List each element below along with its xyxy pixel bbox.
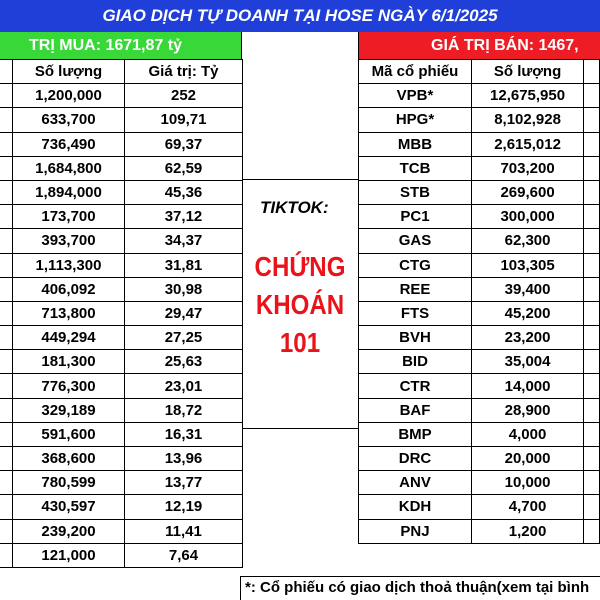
sell-table-row	[359, 132, 600, 156]
buy-cell-value: 27,25	[125, 326, 243, 350]
sell-cell-value	[584, 422, 600, 446]
sell-cell-volume: 14,000	[472, 374, 584, 398]
sell-cell-code: DRC	[359, 447, 472, 471]
sell-table-row	[359, 277, 600, 301]
buy-cell-value: 30,98	[125, 277, 243, 301]
sell-cell-volume: 20,000	[472, 447, 584, 471]
buy-cell-code	[0, 277, 13, 301]
buy-cell-value: 29,47	[125, 301, 243, 325]
buy-cell-volume: 430,597	[13, 495, 125, 519]
sell-total-banner: GIÁ TRỊ BÁN: 1467,	[358, 32, 600, 59]
buy-cell-volume: 239,200	[13, 519, 125, 543]
sell-cell-volume: 2,615,012	[472, 132, 584, 156]
sell-cell-value	[584, 229, 600, 253]
buy-table	[0, 59, 243, 568]
buy-cell-code	[0, 108, 13, 132]
buy-cell-value: 69,37	[125, 132, 243, 156]
buy-cell-code	[0, 205, 13, 229]
sell-cell-value	[584, 84, 600, 108]
sell-cell-code: FTS	[359, 301, 472, 325]
sell-cell-value	[584, 326, 600, 350]
buy-table-row	[0, 84, 243, 108]
buy-cell-value: 12,19	[125, 495, 243, 519]
buy-table-row	[0, 447, 243, 471]
sell-cell-volume: 269,600	[472, 180, 584, 204]
buy-cell-volume: 1,200,000	[13, 84, 125, 108]
sell-cell-code: REE	[359, 277, 472, 301]
buy-cell-code	[0, 471, 13, 495]
sell-cell-value	[584, 350, 600, 374]
sell-table-row	[359, 108, 600, 132]
sell-cell-value	[584, 495, 600, 519]
sell-table-row	[359, 398, 600, 422]
sell-cell-value	[584, 156, 600, 180]
buy-cell-code	[0, 253, 13, 277]
sell-table-row	[359, 205, 600, 229]
sell-cell-code: VPB*	[359, 84, 472, 108]
sell-table-row	[359, 229, 600, 253]
buy-cell-volume: 181,300	[13, 350, 125, 374]
buy-table-row	[0, 422, 243, 446]
tiktok-label: TIKTOK:	[260, 198, 329, 217]
sell-cell-code: HPG*	[359, 108, 472, 132]
sell-cell-code: KDH	[359, 495, 472, 519]
sell-cell-volume: 45,200	[472, 301, 584, 325]
buy-cell-value: 13,77	[125, 471, 243, 495]
sell-cell-code: TCB	[359, 156, 472, 180]
buy-cell-code	[0, 350, 13, 374]
sell-cell-volume: 28,900	[472, 398, 584, 422]
buy-cell-volume: 368,600	[13, 447, 125, 471]
buy-table-row	[0, 180, 243, 204]
buy-table-row	[0, 398, 243, 422]
sell-cell-volume: 103,305	[472, 253, 584, 277]
buy-table-row	[0, 326, 243, 350]
sell-cell-value	[584, 374, 600, 398]
buy-cell-value: 62,59	[125, 156, 243, 180]
buy-cell-value: 16,31	[125, 422, 243, 446]
buy-cell-value: 18,72	[125, 398, 243, 422]
sell-cell-code: BMP	[359, 422, 472, 446]
brand-name	[250, 248, 350, 362]
buy-cell-code	[0, 180, 13, 204]
buy-cell-code	[0, 84, 13, 108]
sell-cell-value	[584, 519, 600, 543]
sell-header-volume: Số lượng	[472, 60, 584, 84]
footnote: *: Cổ phiếu có giao dịch thoả thuận(xem tại bình	[240, 576, 600, 600]
sell-cell-value	[584, 180, 600, 204]
sell-table	[358, 59, 600, 544]
buy-cell-value: 23,01	[125, 374, 243, 398]
sell-cell-volume: 300,000	[472, 205, 584, 229]
sell-table-row	[359, 156, 600, 180]
buy-table-row	[0, 519, 243, 543]
buy-cell-value: 13,96	[125, 447, 243, 471]
sell-cell-code: PC1	[359, 205, 472, 229]
buy-table-row	[0, 374, 243, 398]
sell-cell-volume: 1,200	[472, 519, 584, 543]
buy-cell-volume: 1,113,300	[13, 253, 125, 277]
buy-cell-volume: 776,300	[13, 374, 125, 398]
buy-cell-code	[0, 156, 13, 180]
sell-table-row	[359, 447, 600, 471]
buy-cell-value: 25,63	[125, 350, 243, 374]
sell-table-row	[359, 422, 600, 446]
buy-cell-value: 109,71	[125, 108, 243, 132]
buy-header-value: Giá trị: Tỷ	[125, 60, 243, 84]
promo-box	[242, 179, 358, 429]
sell-cell-code: MBB	[359, 132, 472, 156]
buy-cell-code	[0, 543, 13, 567]
sell-cell-volume: 4,000	[472, 422, 584, 446]
buy-cell-code	[0, 301, 13, 325]
buy-total-banner	[0, 32, 242, 59]
sell-cell-code: BAF	[359, 398, 472, 422]
buy-table-row	[0, 277, 243, 301]
brand-line-3: 101	[279, 327, 321, 358]
sell-cell-code: GAS	[359, 229, 472, 253]
sell-cell-volume: 39,400	[472, 277, 584, 301]
sell-table-row	[359, 374, 600, 398]
buy-table-row	[0, 205, 243, 229]
buy-cell-value: 31,81	[125, 253, 243, 277]
sell-cell-value	[584, 108, 600, 132]
sell-cell-value	[584, 398, 600, 422]
buy-cell-code	[0, 519, 13, 543]
buy-table-row	[0, 543, 243, 567]
buy-header-code	[0, 60, 13, 84]
sell-cell-code: CTG	[359, 253, 472, 277]
buy-cell-volume: 713,800	[13, 301, 125, 325]
sell-table-row	[359, 519, 600, 543]
buy-cell-code	[0, 229, 13, 253]
buy-cell-volume: 736,490	[13, 132, 125, 156]
buy-table-row	[0, 108, 243, 132]
buy-cell-code	[0, 374, 13, 398]
buy-table-header	[0, 60, 243, 84]
sell-cell-value	[584, 277, 600, 301]
sell-cell-code: BVH	[359, 326, 472, 350]
brand-line-1: CHỨNG	[254, 251, 346, 282]
buy-cell-volume: 633,700	[13, 108, 125, 132]
buy-cell-volume: 1,894,000	[13, 180, 125, 204]
buy-table-row	[0, 156, 243, 180]
buy-cell-volume: 329,189	[13, 398, 125, 422]
sell-table-row	[359, 301, 600, 325]
buy-cell-volume: 449,294	[13, 326, 125, 350]
buy-cell-value: 37,12	[125, 205, 243, 229]
buy-table-row	[0, 229, 243, 253]
sell-cell-code: STB	[359, 180, 472, 204]
sell-cell-volume: 4,700	[472, 495, 584, 519]
sell-cell-code: PNJ	[359, 519, 472, 543]
buy-table-row	[0, 132, 243, 156]
sell-cell-volume: 35,004	[472, 350, 584, 374]
buy-table-row	[0, 350, 243, 374]
sell-cell-volume: 8,102,928	[472, 108, 584, 132]
buy-cell-volume: 406,092	[13, 277, 125, 301]
page-title: GIAO DỊCH TỰ DOANH TẠI HOSE NGÀY 6/1/2025	[0, 0, 600, 32]
sell-cell-value	[584, 301, 600, 325]
sell-cell-volume: 703,200	[472, 156, 584, 180]
buy-cell-volume: 121,000	[13, 543, 125, 567]
sell-cell-value	[584, 253, 600, 277]
buy-cell-code	[0, 132, 13, 156]
buy-cell-code	[0, 495, 13, 519]
sell-header-code: Mã cổ phiếu	[359, 60, 472, 84]
sell-cell-code: CTR	[359, 374, 472, 398]
buy-cell-code	[0, 447, 13, 471]
promo-panel	[242, 59, 358, 579]
sell-table-row	[359, 84, 600, 108]
buy-cell-value: 252	[125, 84, 243, 108]
buy-cell-volume: 173,700	[13, 205, 125, 229]
sell-cell-code: ANV	[359, 471, 472, 495]
sell-cell-value	[584, 447, 600, 471]
brand-line-2: KHOÁN	[255, 289, 345, 320]
buy-cell-code	[0, 422, 13, 446]
buy-table-row	[0, 253, 243, 277]
buy-cell-value: 34,37	[125, 229, 243, 253]
buy-header-volume: Số lượng	[13, 60, 125, 84]
buy-table-row	[0, 471, 243, 495]
buy-cell-value: 45,36	[125, 180, 243, 204]
sell-table-row	[359, 471, 600, 495]
buy-total-label: TRỊ MUA: 1671,87 tỷ	[29, 36, 182, 54]
sell-cell-code: BID	[359, 350, 472, 374]
buy-cell-volume: 1,684,800	[13, 156, 125, 180]
sell-cell-volume: 12,675,950	[472, 84, 584, 108]
sell-cell-volume: 23,200	[472, 326, 584, 350]
sell-table-row	[359, 180, 600, 204]
sell-table-row	[359, 495, 600, 519]
sell-table-row	[359, 253, 600, 277]
sell-table-row	[359, 326, 600, 350]
sell-cell-value	[584, 471, 600, 495]
sell-cell-value	[584, 132, 600, 156]
sell-table-row	[359, 350, 600, 374]
buy-cell-volume: 780,599	[13, 471, 125, 495]
sell-table-header	[359, 60, 600, 84]
buy-cell-code	[0, 398, 13, 422]
buy-cell-value: 11,41	[125, 519, 243, 543]
sell-cell-volume: 62,300	[472, 229, 584, 253]
sell-cell-value	[584, 205, 600, 229]
sell-header-value	[584, 60, 600, 84]
buy-cell-value: 7,64	[125, 543, 243, 567]
buy-table-row	[0, 301, 243, 325]
sell-cell-volume: 10,000	[472, 471, 584, 495]
buy-table-row	[0, 495, 243, 519]
buy-cell-volume: 591,600	[13, 422, 125, 446]
buy-cell-code	[0, 326, 13, 350]
buy-cell-volume: 393,700	[13, 229, 125, 253]
